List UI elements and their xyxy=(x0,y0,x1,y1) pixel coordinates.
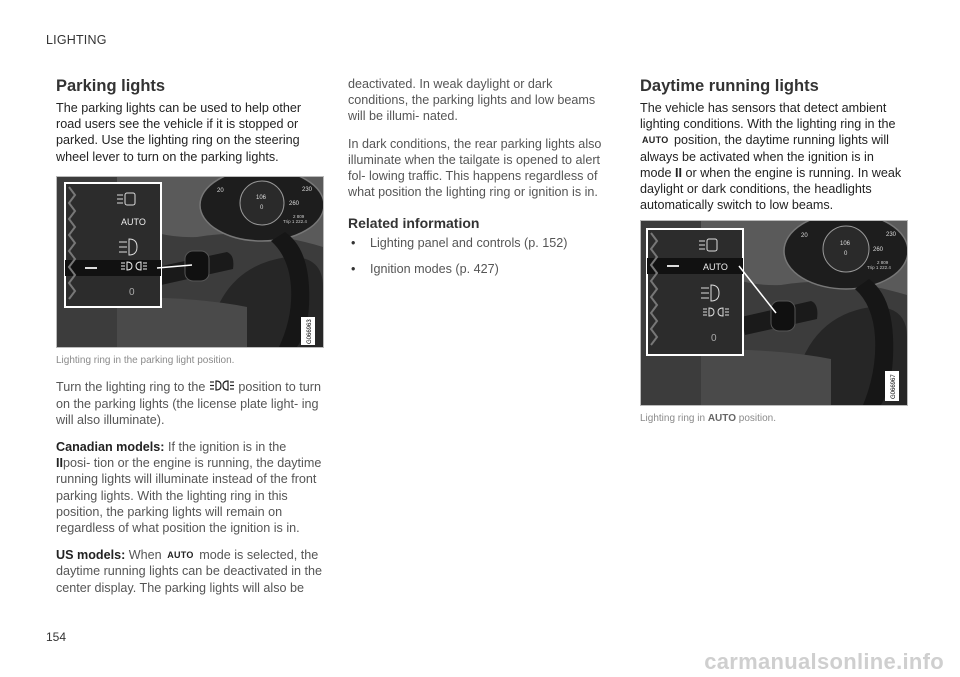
canadian-ignition-mode: II xyxy=(56,456,63,471)
gauge-number-2: 230 xyxy=(302,186,313,193)
auto-mode-icon: AUTO xyxy=(167,550,194,561)
daytime-ignition-mode: II xyxy=(675,165,683,180)
daytime-running-lights-column xyxy=(640,76,908,437)
parking-lights-intro: The parking lights can be used to help other road users see the vehicle if it is stopped or parked. Use the lighting ring on the steering wheel lever to turn on the parking lights. xyxy=(56,101,302,164)
auto-figure-caption: Lighting ring in AUTO position. xyxy=(640,413,777,425)
parking-lights-title: Parking lights xyxy=(56,77,166,95)
bullet-icon: • xyxy=(351,261,356,276)
auto-position-figure xyxy=(640,220,908,406)
daytime-running-lights-title: Daytime running lights xyxy=(640,77,819,95)
figure-code: G066963 xyxy=(307,319,313,344)
gauge-number-1: 20 xyxy=(217,187,224,194)
continuation-paragraph: deactivated. In weak daylight or dark conditions, the parking lights and low beams will be illumi- nated. xyxy=(348,77,596,124)
gauge-number-2: 230 xyxy=(886,232,897,239)
us-text: mode is selected, the daytime running lights can be deactivated in the center display. The parking lights will also be xyxy=(56,548,323,595)
gauge-number-3: 106 xyxy=(256,194,267,201)
gauge-number-3: 106 xyxy=(840,241,851,248)
parking-light-figure xyxy=(56,176,324,348)
daytime-text-2: position, the daytime running lights will always be activated when the ignition is in mode xyxy=(640,133,889,180)
bullet-icon: • xyxy=(351,236,356,251)
page-number: 154 xyxy=(46,630,67,644)
ring-auto-label: AUTO xyxy=(703,262,728,273)
canadian-models-paragraph xyxy=(56,439,324,536)
gauge-number-1: 20 xyxy=(801,233,808,240)
canadian-models-label: Canadian models: xyxy=(56,439,165,454)
turn-ring-pre: Turn the lighting ring to the xyxy=(56,379,206,394)
parking-figure-caption: Lighting ring in the parking light position. xyxy=(56,354,235,366)
canadian-text-1: If the ignition is in the xyxy=(167,439,287,454)
canadian-text-2: posi- tion or the engine is running, the daytime running lights will illuminate instead of the front parking lights. With the lighting ring in this position, the parking lights will remain on regardless of what position the ignition is in. xyxy=(56,456,322,535)
watermark-text: carmanualsonline.info xyxy=(704,649,944,674)
us-models-label: US models: xyxy=(56,548,126,563)
turn-ring-post: position to turn on the parking lights (the license plate light- ing will also illuminate). xyxy=(56,379,321,427)
us-models-paragraph xyxy=(56,547,324,596)
gauge-number-6: 2 809 xyxy=(877,260,889,266)
lighting-ring-parking-illustration xyxy=(57,177,323,347)
gauge-number-4: 0 xyxy=(844,251,848,258)
parking-light-icon xyxy=(209,379,235,395)
dark-conditions-paragraph: In dark conditions, the rear parking lights also illuminate when the tailgate is opened to alert fol- lowing traffic. This happens regardless of what position the lighting ring or ignition is in. xyxy=(348,136,602,200)
daytime-intro xyxy=(640,100,908,213)
auto-mode-icon: AUTO xyxy=(642,135,669,146)
parking-lights-column xyxy=(56,76,324,607)
related-list xyxy=(348,235,616,276)
ring-zero-label: 0 xyxy=(711,333,717,345)
related-link-ignition-modes[interactable]: • Ignition modes (p. 427) xyxy=(351,261,499,276)
figure-code: G066967 xyxy=(891,374,897,400)
ring-zero-label: 0 xyxy=(129,286,135,298)
us-when: When xyxy=(128,548,162,563)
gauge-number-5: 260 xyxy=(873,247,884,254)
continuation-column xyxy=(348,76,616,286)
turn-ring-paragraph xyxy=(56,379,324,428)
gauge-number-6: 2 809 xyxy=(293,213,305,219)
gauge-number-4: 0 xyxy=(260,204,264,211)
lighting-ring-auto-illustration xyxy=(641,221,907,405)
section-header: LIGHTING xyxy=(46,33,107,47)
daytime-text-3: or when the engine is running. In weak daylight or dark conditions, the headlights automatically switch to low beams. xyxy=(640,165,902,213)
related-information-title: Related information xyxy=(348,215,480,232)
gauge-number-7: Trip 1 222.4 xyxy=(283,218,307,224)
related-link-lighting-panel[interactable]: • Lighting panel and controls (p. 152) xyxy=(351,236,568,251)
gauge-number-7: Trip 1 222.4 xyxy=(867,265,891,271)
gauge-number-5: 260 xyxy=(289,200,300,207)
daytime-text-1: The vehicle has sensors that detect ambient lighting conditions. With the lighting ring in the xyxy=(640,101,896,132)
ring-auto-label: AUTO xyxy=(121,216,146,227)
